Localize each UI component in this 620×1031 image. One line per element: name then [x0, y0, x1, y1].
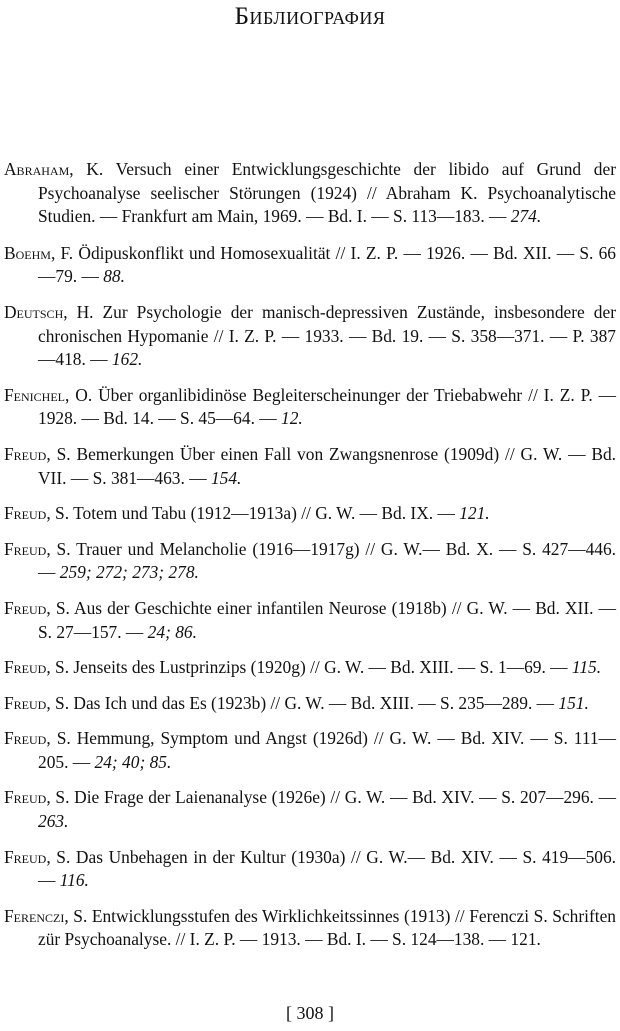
entry-cited-pages: 12. — [281, 408, 303, 429]
bibliography-entry — [4, 846, 616, 893]
entry-cited-pages: 151. — [558, 692, 589, 713]
entry-author: Freud — [4, 692, 47, 713]
entry-text: , S. Aus der Geschichte einer infantilen Neurose (1918b) // G. W. — Bd. XII. — S. 27—157. — — [38, 597, 616, 642]
entry-text: , H. Zur Psychologie der manisch-depressiven Zustände, insbesondere der chronischen Hypomanie // I. Z. P. — 1933. — Bd. 19. — S. 358—371. — P. 387—418. — — [38, 301, 616, 370]
entry-author: Abraham — [4, 159, 70, 179]
entry-text: , F. Ödipuskonflikt und Homosexualität // I. Z. P. — 1926. — Bd. XII. — S. 66—79. — — [38, 242, 616, 287]
entry-author: Freud — [4, 443, 47, 464]
entry-text: , K. Versuch einer Entwicklungsgeschichte der libido auf Grund der Psychoanalyse seelischer Störungen (1924) // Abraham K. Psychoanalytische Studien. — Frankfurt am Main, 1969. — Bd. I. — S. 113—183. — — [38, 159, 616, 227]
bibliography-entry — [4, 384, 616, 431]
entry-author: Fenichel — [4, 384, 65, 405]
bibliography-entry — [4, 656, 616, 680]
entry-cited-pages: 88. — [103, 266, 125, 287]
entry-cited-pages: 263. — [38, 811, 69, 832]
bibliography-entry — [4, 692, 616, 716]
entry-text: , S. Hemmung, Symptom und Angst (1926d) // G. W. — Bd. XIV. — S. 111—205. — — [38, 728, 616, 772]
entry-text: , S. Totem und Tabu (1912—1913a) // G. W. — Bd. IX. — — [46, 503, 460, 524]
entry-cited-pages: 116. — [59, 870, 89, 891]
page-number: [ 308 ] — [286, 1003, 334, 1023]
entry-text: , S. Das Ich und das Es (1923b) // G. W. — Bd. XIII. — S. 235—289. — — [46, 692, 559, 713]
entry-author: Freud — [4, 787, 47, 808]
entry-cited-pages: 115. — [571, 657, 602, 678]
bibliography-entry — [4, 597, 616, 644]
entry-author: Freud — [4, 657, 47, 678]
bibliography-list — [4, 158, 616, 964]
entry-text: , S. Trauer und Melancholie (1916—1917g) // G. W.— Bd. X. — S. 427—446. — — [38, 538, 616, 583]
bibliography-entry — [4, 301, 616, 372]
entry-cited-pages: 259; 272; 273; 278. — [59, 562, 199, 583]
entry-author: Boehm — [4, 242, 51, 263]
running-title: Библиография — [234, 3, 386, 30]
entry-cited-pages: 274. — [510, 206, 542, 227]
entry-cited-pages: 154. — [210, 467, 242, 488]
entry-text: , S. Entwicklungsstufen des Wirklichkeitssinnes (1913) // Ferenczi S. Schriften zür Psychoanalyse. // I. Z. P. — 1913. — Bd. I. — S. 124—138. — 121. — [38, 905, 616, 950]
entry-author: Freud — [4, 728, 47, 749]
bibliography-entry — [4, 443, 616, 490]
entry-text: , S. Bemerkungen Über einen Fall von Zwangsnenrose (1909d) // G. W. — Bd. VII. — S. 381—463. — — [38, 443, 616, 488]
entry-cited-pages: 24; 40; 85. — [94, 751, 172, 772]
entry-author: Freud — [4, 503, 47, 524]
bibliography-entry — [4, 242, 616, 289]
entry-author: Deutsch — [4, 301, 64, 322]
entry-text: , O. Über organlibidinöse Begleiterscheinunger der Triebabwehr // I. Z. P. —1928. — Bd. 14. — S. 45—64. — — [38, 384, 616, 429]
entry-author: Freud — [4, 846, 47, 867]
entry-author: Ferenczi — [4, 905, 65, 926]
entry-text: , S. Das Unbehagen in der Kultur (1930a) // G. W.— Bd. XIV. — S. 419—506. — — [38, 846, 616, 891]
entry-text: , S. Die Frage der Laienanalyse (1926e) // G. W. — Bd. XIV. — S. 207—296. — — [46, 787, 616, 808]
bibliography-entry — [4, 727, 616, 774]
entry-cited-pages: 121. — [459, 503, 490, 524]
bibliography-entry — [4, 158, 616, 229]
bibliography-entry — [4, 786, 616, 833]
entry-author: Freud — [4, 538, 47, 559]
bibliography-entry — [4, 538, 616, 585]
bibliography-entry — [4, 502, 616, 526]
entry-cited-pages: 162. — [111, 349, 143, 370]
bibliography-entry — [4, 905, 616, 952]
entry-cited-pages: 24; 86. — [147, 621, 197, 642]
entry-text: , S. Jenseits des Lustprinzips (1920g) // G. W. — Bd. XIII. — S. 1—69. — — [46, 657, 572, 678]
entry-author: Freud — [4, 597, 47, 618]
